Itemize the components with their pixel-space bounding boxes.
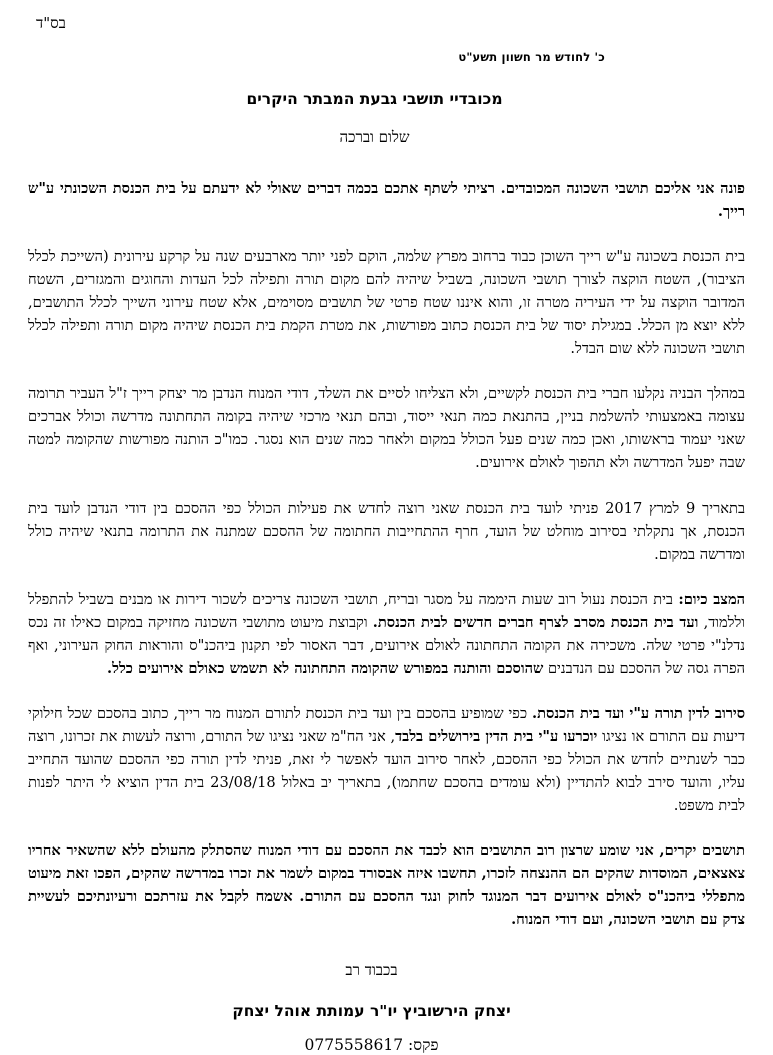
- paragraph-approach2017: בתאריך 9 למרץ 2017 פניתי לועד בית הכנסת שאני רוצה לחדש את פעילות הכולל כפי ההסכם בין דודי הנדבן לועד בית הכנסת, אך נתקלתי בסירוב מוחלט של הועד, חרף ההתחייבות החתומה של ההסכם שמתנה את התרומה בתנאי שיהיה כולל ומדרשה במקום.: [28, 499, 745, 563]
- paragraph-current-state-segment-3: וקבוצת מיעוט מתושבי השכונה מחזיקה במקום כאילו זה נכס נדלנ"י פרטי שלה. משכירה את הקומה התחתונה לאולם אירועים, דבר האסור לפי תקנון ביהכנ"ס והוראות החוק העירוני, ואף הפרה גסה של ההסכם עם הנדבנים: [28, 613, 745, 677]
- salutation-greeting: שלום וברכה: [339, 128, 410, 146]
- letter-body: [28, 14, 745, 1055]
- paragraph-refusal-segment-1: כפי שמופיע בהסכם בין ועד בית הכנסת לתורם המנוח מר רייך, כתוב בהסכם שכל חילוקי דיעות עם התורם או נציגו: [28, 704, 745, 745]
- paragraph-container: [28, 177, 745, 931]
- paragraph-intro: פונה אני אליכם תושבי השכונה המכובדים. רציתי לשתף אתכם בכמה דברים שאולי לא ידעתם על בית הכנסת השכונתי ע"ש רייך.: [28, 180, 745, 221]
- paragraph-refusal: [28, 702, 745, 817]
- paragraph-current-state-segment-2: ועד בית הכנסת מסרב לצרף חברים חדשים לבית הכנסת.: [372, 613, 699, 631]
- paragraph-refusal-segment-3: , אני הח"מ שאני נציגו של התורם, ורוצה לעשות את זכרונו, רוצה כבר לשנתיים לחדש את הכולל כפי ההסכם, לאחר סירוב הועד לאפשר לי זאת, פניתי לדין תורה כפי ההסכם שהועד התחייב עליו, והועד סירב לבוא להתדיין (ולא עומדים בהסכם שחתמו), בתאריך יב באלול 23/08/18 בית הדין הוציא לי היתר לפנות לבית משפט.: [28, 727, 745, 815]
- closing-line: בכבוד רב: [345, 961, 398, 980]
- paragraph-refusal-segment-2: יוכרעו ע"י בית הדין בירושלים בלבד: [395, 727, 598, 745]
- paragraph-history: בית הכנסת בשכונה ע"ש רייך השוכן כבוד ברחוב מפרץ שלמה, הוקם לפני יותר מארבעים שנה על קרקע עירונית (השייכת לכלל הציבור), השטח הוקצה לצורך תושבי השכונה, בשביל שיהיה להם מקום תורה ותפילה לכל העדות והחוגים והמגזרים, השטח המדובר הוקצה על ידי העיריה מטרה זו, והוא איננו שטח פרטי של תושבים מסוימים, אלא שטח עירוני השייך לכלל התושבים, ללא יוצא מן הכלל. במגילת יסוד של בית הכנסת כתוב מפורשות, את מטרת הקמת בית הכנסת שיהיה מקום תורה ותפילה לכלל תושבי השכונה ללא שום הבדל.: [28, 248, 745, 358]
- paragraph-construction: במהלך הבניה נקלעו חברי בית הכנסת לקשיים, ולא הצליחו לסיים את השלד, דודי המנוח הנדבן מר יצחק רייך ז"ל העביר תרומה עצומה באמצעותי להשלמת בניין, בהתנאת כמה תנאי ייסוד, ובהם תנאי מרכזי שיהיה בקומה התחתונה מדרשה וכולל אברכים שאני יעמוד בראשותו, ואכן כמה שנים פעל הכולל במקום ולאחר כמה שנים הוא נסגר. כמו"כ הותנה מפורשות שהקומה למטה שבה יפעל המדרשה ולא תהפוך לאולם אירועים.: [28, 385, 745, 472]
- fax-line: פקס: 0775558617: [304, 1036, 439, 1055]
- paragraph-appeal: תושבים יקרים, אני שומע שרצון רוב התושבים הוא לכבד את ההסכם עם דודי המנוח שהסתלק מהעולם ללא שהשאיר אחריו צאצאים, המוסדות שהקים הם ההנצחה לזכרו, תחשבו איזה אבסורד במקום לשמר את זכרו במדרשה שהקים, הפכו זאת מיעוט מתפללי ביהכנ"ס לאולם אירועים דבר המנוגד לחוק ונגד ההסכם עם התורם. אשמח לקבל את עזרתכם ורעיונתיכם לעשיית צדק עם תושבי השכונה, ועם דודי המנוח.: [28, 842, 745, 929]
- page-title: מכובדיי תושבי גבעת המבתר היקרים: [246, 90, 503, 108]
- paragraph-current-state: [28, 588, 745, 680]
- bsd-header: בס"ד: [36, 14, 66, 32]
- signature-line: יצחק הירשוביץ יו"ר עמותת אוהל יצחק: [232, 1002, 511, 1021]
- paragraph-refusal-segment-0: סירוב לדין תורה ע"י ועד בית הכנסת.: [532, 704, 745, 722]
- paragraph-current-state-segment-0: המצב כיום:: [678, 590, 745, 608]
- paragraph-current-state-segment-4: שהוסכם והותנה במפורש שהקומה התחתונה לא תשמש כאולם אירועים כלל.: [107, 659, 544, 677]
- paragraph-current-state-segment-1: בית הכנסת נעול רוב שעות היממה על מסגר ובריח, תושבי השכונה צריכים לשכור דירות או מבנים בשביל להתפלל וללמוד,: [28, 590, 746, 631]
- hebrew-date-line: כ' לחודש מר חשוון תשע"ט: [458, 50, 605, 64]
